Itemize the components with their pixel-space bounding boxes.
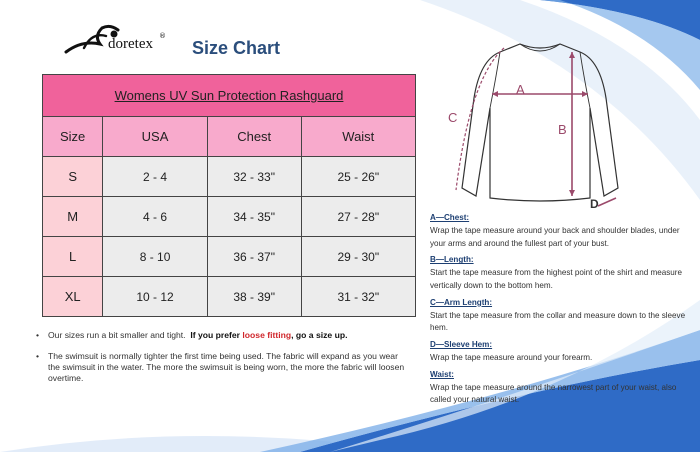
- cell-usa: 8 - 10: [103, 237, 207, 277]
- guide-heading: D—Sleeve Hem:: [430, 340, 493, 350]
- cell-size: XL: [43, 277, 103, 317]
- cell-chest: 34 - 35": [207, 197, 301, 237]
- logo-registered-mark: ®: [159, 32, 166, 40]
- cell-chest: 38 - 39": [207, 277, 301, 317]
- guide-item: [430, 212, 692, 250]
- note-bold-text: , go a size up.: [291, 330, 348, 340]
- guide-text: Start the tape measure from the collar and measure down to the sleeve hem.: [430, 310, 686, 333]
- label-c: C: [448, 110, 458, 125]
- guide-item: [430, 297, 692, 335]
- guide-heading: Waist:: [430, 369, 454, 379]
- fit-notes: [36, 330, 406, 394]
- label-d: D: [590, 197, 599, 211]
- guide-text: Wrap the tape measure around the narrowest part of your waist, also called your natural waist.: [430, 382, 677, 405]
- table-title: [43, 75, 416, 117]
- cell-waist: 25 - 26": [301, 157, 415, 197]
- guide-heading: C—Arm Length:: [430, 297, 493, 307]
- cell-usa: 2 - 4: [103, 157, 207, 197]
- page-title: Size Chart: [192, 38, 281, 58]
- guide-heading: B—Length:: [430, 255, 474, 265]
- note-loose-fitting: loose fitting: [242, 330, 292, 340]
- guide-text: Wrap the tape measure around your back and shoulder blades, under your arms and around the fullest part of your bust.: [430, 225, 680, 248]
- guide-text: Start the tape measure from the highest point of the shirt and measure vertically down to the bottom hem.: [430, 268, 682, 290]
- guide-item: [430, 339, 692, 365]
- table-row: [43, 277, 416, 317]
- label-b: B: [558, 122, 567, 137]
- table-row: [43, 237, 416, 277]
- shirt-outline-icon: [462, 44, 618, 201]
- cell-chest: 32 - 33": [207, 157, 301, 197]
- cell-chest: 36 - 37": [207, 237, 301, 277]
- table-header-row: [43, 117, 416, 157]
- guide-heading: A—Chest:: [430, 213, 470, 222]
- cell-waist: 29 - 30": [301, 237, 415, 277]
- cell-usa: 10 - 12: [103, 277, 207, 317]
- cell-usa: 4 - 6: [103, 197, 207, 237]
- cell-waist: 27 - 28": [301, 197, 415, 237]
- shirt-measure-diagram: [440, 38, 640, 213]
- guide-item: [430, 369, 692, 407]
- logo-text: doretex: [108, 36, 153, 52]
- header-waist: Waist: [301, 117, 415, 157]
- brand-logo: [64, 22, 174, 62]
- size-table: [42, 74, 416, 317]
- fit-note: [36, 330, 406, 341]
- guide-text: Wrap the tape measure around your forearm.: [430, 352, 593, 362]
- table-title-text: Womens UV Sun Protection Rashguard: [114, 88, 344, 103]
- header-usa: USA: [103, 117, 207, 157]
- measurement-guide: [430, 212, 692, 411]
- cell-size: L: [43, 237, 103, 277]
- note-text: Our sizes run a bit smaller and tight.: [48, 330, 186, 340]
- note-bold-text: If you prefer: [190, 330, 241, 340]
- cell-size: M: [43, 197, 103, 237]
- header-chest: Chest: [207, 117, 301, 157]
- guide-item: [430, 254, 692, 292]
- label-a: A: [516, 82, 525, 97]
- cell-waist: 31 - 32": [301, 277, 415, 317]
- table-row: [43, 197, 416, 237]
- fabric-note: • The swimsuit is normally tighter the first time being used. The fabric will expand as you wear the swimsuit in the water. The more the swimsuit is being worn, the more the fabric will loosen overtime.: [36, 351, 406, 384]
- cell-size: S: [43, 157, 103, 197]
- table-row: [43, 157, 416, 197]
- header-size: Size: [43, 117, 103, 157]
